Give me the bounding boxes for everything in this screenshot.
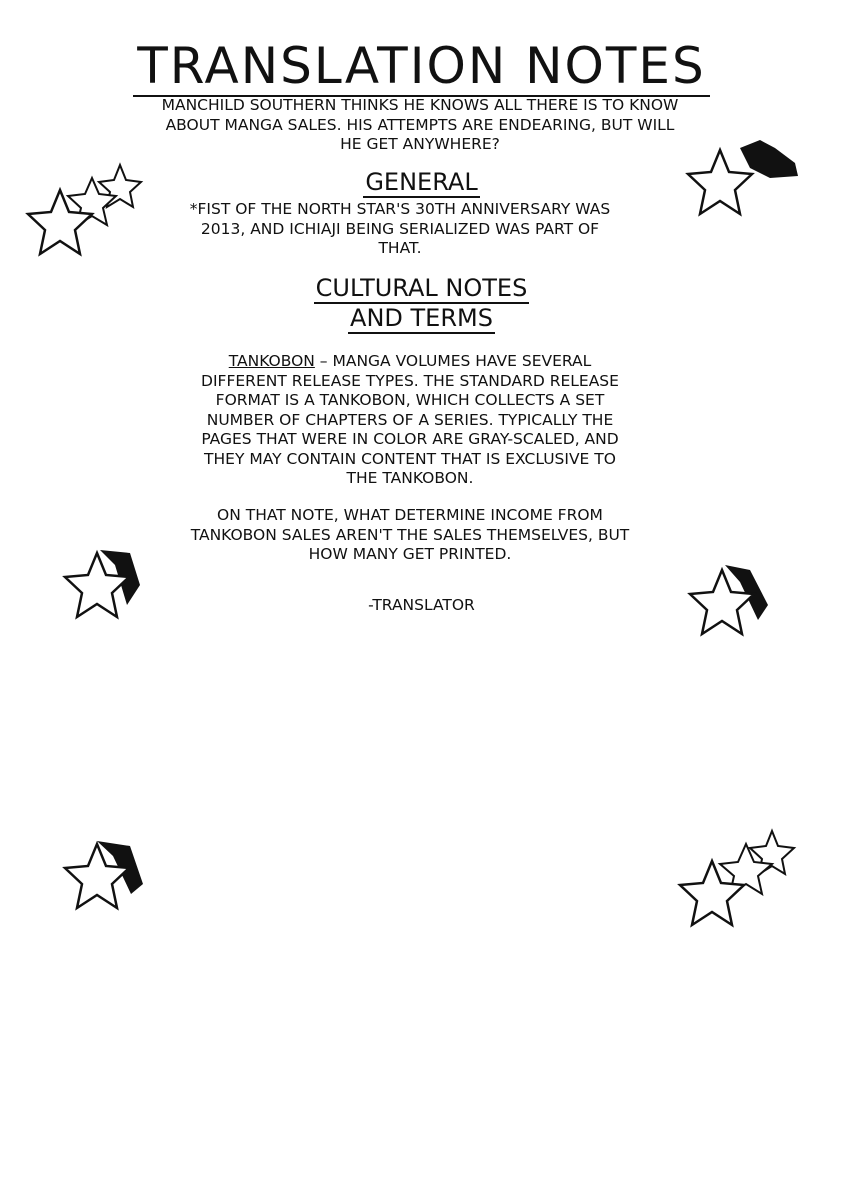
general-text: *FIST OF THE NORTH STAR'S 30TH ANNIVERSARY WAS 2013, AND ICHIAJI BEING SERIALIZED WAS PART OF THAT. [189, 200, 611, 257]
star-icon [680, 560, 775, 650]
star-icon [20, 160, 145, 270]
intro-text: MANCHILD SOUTHERN THINKS HE KNOWS ALL THERE IS TO KNOW ABOUT MANGA SALES. HIS ATTEMPTS ARE ENDEARING, BUT WILL HE GET ANYWHERE? [161, 96, 679, 153]
star-icon [55, 545, 150, 635]
star-right-middle [680, 560, 775, 650]
star-icon [670, 826, 800, 941]
star-icon [55, 836, 150, 926]
star-shooting-top-right [680, 138, 805, 233]
cultural-heading-line1: CULTURAL NOTES [315, 274, 528, 302]
tankobon-text: – MANGA VOLUMES HAVE SEVERAL DIFFERENT RELEASE TYPES. THE STANDARD RELEASE FORMAT IS A TANKOBON, WHICH COLLECTS A SET NUMBER OF CHAPTERS OF A SERIES. TYPICALLY THE PAGES THAT WERE IN COLOR ARE GRAY-SCALED, AND THEY MAY CONTAIN CONTENT THAT IS EXCLUSIVE TO THE TANKOBON. [201, 352, 619, 487]
tankobon-note [190, 352, 630, 489]
star-left-middle [55, 545, 150, 635]
cultural-heading [0, 273, 843, 333]
tankobon-term: TANKOBON [228, 352, 315, 370]
star-icon [680, 138, 805, 233]
cultural-heading-line2: AND TERMS [350, 304, 493, 332]
income-note: ON THAT NOTE, WHAT DETERMINE INCOME FROM TANKOBON SALES AREN'T THE SALES THEMSELVES, BUT HOW MANY GET PRINTED. [190, 506, 630, 563]
star-left-lower [55, 836, 150, 926]
star-cluster-top-left [20, 160, 145, 270]
page-title: TRANSLATION NOTES [0, 38, 843, 94]
signature: -TRANSLATOR [368, 596, 475, 614]
general-heading: GENERAL [365, 168, 478, 196]
star-cluster-bottom-right [670, 826, 800, 941]
